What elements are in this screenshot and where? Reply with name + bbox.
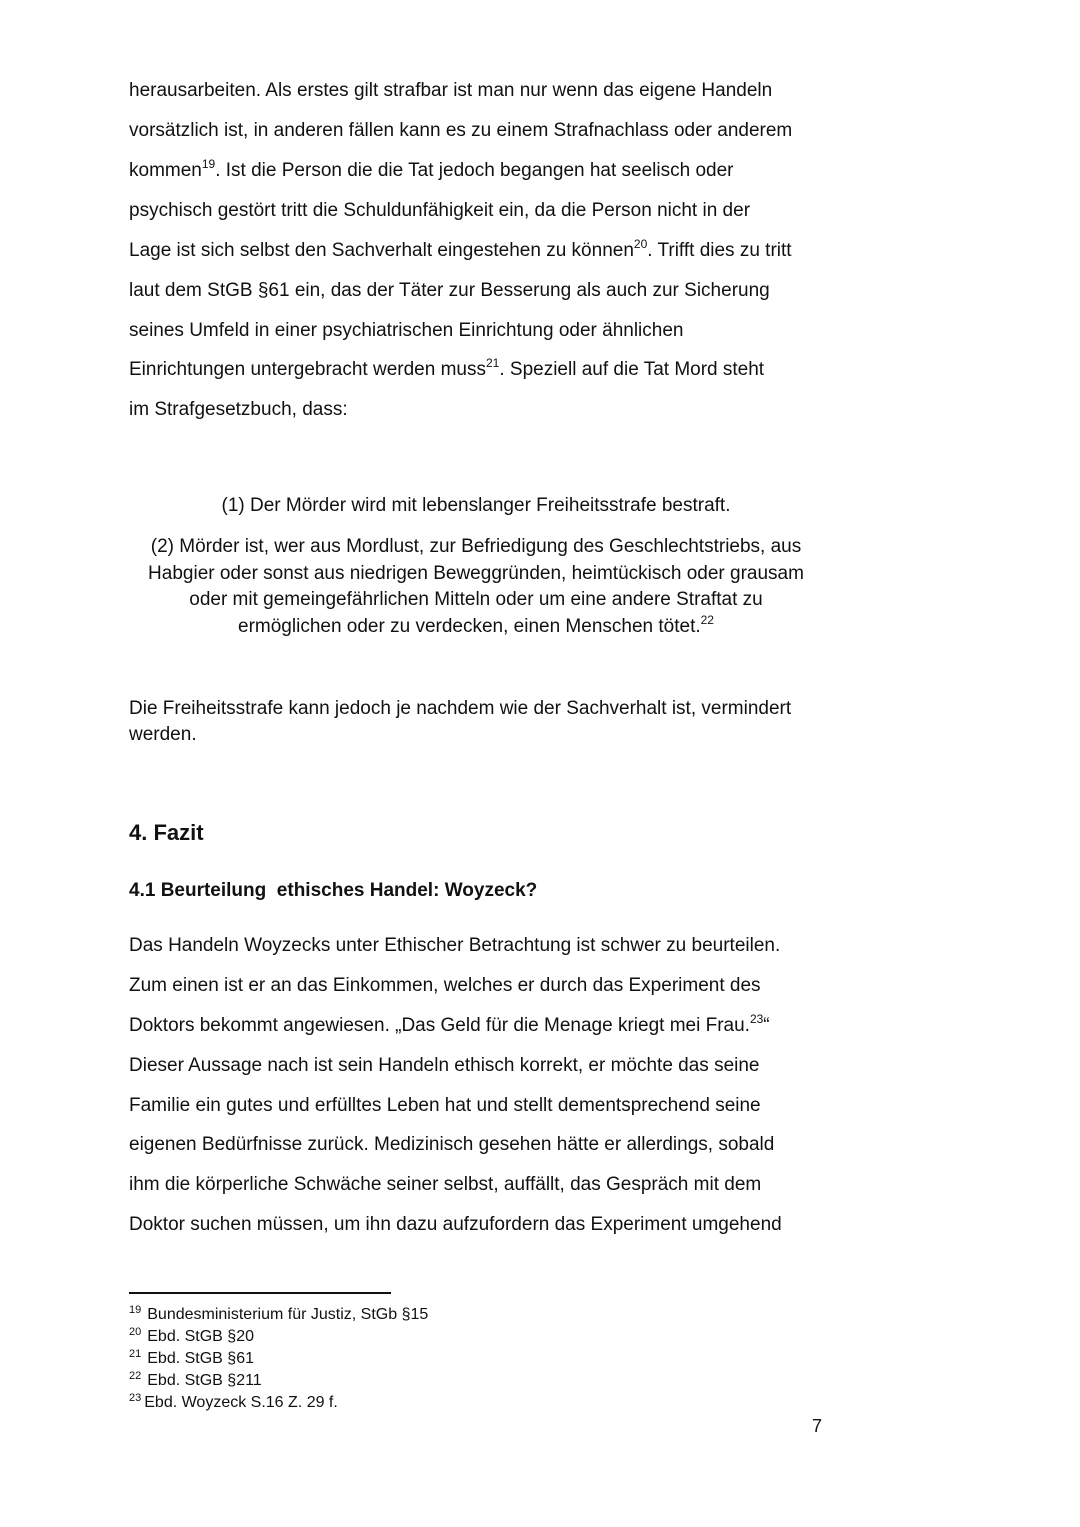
footnote-text: Ebd. StGB §20 (147, 1328, 254, 1345)
body-line: Familie ein gutes und erfülltes Leben hat und stellt dementsprechend seine (129, 1095, 761, 1116)
body-line: Dieser Aussage nach ist sein Handeln ethisch korrekt, er möchte das seine (129, 1055, 760, 1076)
subsection-heading: 4.1 Beurteilung ethisches Handel: Woyzeck? (129, 880, 538, 901)
footnote-text: Bundesministerium für Justiz, StGb §15 (147, 1306, 429, 1323)
body-line (129, 159, 734, 183)
body-line: vorsätzlich ist, in anderen fällen kann es zu einem Strafnachlass oder anderem (129, 120, 793, 141)
body-line (129, 1014, 770, 1038)
quote-line: Habgier oder sonst aus niedrigen Beweggründen, heimtückisch oder grausam (148, 563, 804, 584)
line-text: Lage ist sich selbst den Sachverhalt eingestehen zu können (129, 240, 634, 261)
body-line: ihm die körperliche Schwäche seiner selbst, auffällt, das Gespräch mit dem (129, 1174, 762, 1195)
body-line: im Strafgesetzbuch, dass: (129, 399, 348, 420)
line-text: Einrichtungen untergebracht werden muss (129, 359, 486, 380)
body-line: eigenen Bedürfnisse zurück. Medizinisch gesehen hätte er allerdings, sobald (129, 1134, 775, 1155)
quote-line: (2) Mörder ist, wer aus Mordlust, zur Befriedigung des Geschlechtstriebs, aus (150, 536, 802, 557)
body-line: laut dem StGB §61 ein, das der Täter zur Besserung als auch zur Sicherung (129, 280, 770, 301)
line-text: ermöglichen oder zu verdecken, einen Menschen tötet. (238, 616, 701, 637)
body-line: Zum einen ist er an das Einkommen, welches er durch das Experiment des (129, 975, 761, 996)
quote-line: oder mit gemeingefährlichen Mitteln oder um eine andere Straftat zu (189, 589, 763, 610)
body-line: seines Umfeld in einer psychiatrischen Einrichtung oder ähnlichen (129, 320, 684, 341)
footnote-text: Ebd. StGB §211 (147, 1372, 262, 1389)
line-text: “ (763, 1015, 770, 1036)
footnote-separator (129, 1292, 391, 1294)
body-line (129, 239, 792, 263)
body-line: herausarbeiten. Als erstes gilt strafbar ist man nur wenn das eigene Handeln (129, 80, 773, 101)
line-text: . Trifft dies zu tritt (647, 240, 792, 261)
footnote-ref[interactable]: 22 (700, 613, 714, 627)
body-line: werden. (129, 724, 197, 745)
line-text: . Ist die Person die die Tat jedoch begangen hat seelisch oder (215, 160, 734, 181)
body-line (129, 358, 764, 382)
section-heading: 4. Fazit (129, 820, 204, 845)
footnote: 21 Ebd. StGB §61 (129, 1348, 254, 1367)
footnote: 19 Bundesministerium für Justiz, StGb §15 (129, 1304, 429, 1323)
footnote: 20 Ebd. StGB §20 (129, 1326, 254, 1345)
body-line: Doktor suchen müssen, um ihn dazu aufzufordern das Experiment umgehend (129, 1214, 782, 1235)
body-line: Das Handeln Woyzecks unter Ethischer Betrachtung ist schwer zu beurteilen. (129, 935, 781, 956)
footnote-ref[interactable]: 20 (633, 237, 648, 251)
footnote-text: Ebd. Woyzeck S.16 Z. 29 f. (144, 1394, 338, 1411)
line-text: Doktors bekommt angewiesen. „Das Geld für die Menage kriegt mei Frau. (129, 1015, 750, 1036)
footnote: 22 Ebd. StGB §211 (129, 1370, 262, 1389)
page-number: 7 (812, 1416, 823, 1436)
footnote-text: Ebd. StGB §61 (147, 1350, 254, 1367)
quote-line: (1) Der Mörder wird mit lebenslanger Freiheitsstrafe bestraft. (221, 495, 731, 516)
line-text: . Speziell auf die Tat Mord steht (499, 359, 765, 380)
line-text: kommen (129, 160, 202, 181)
quote-line (129, 615, 823, 639)
footnote: 23 Ebd. Woyzeck S.16 Z. 29 f. (129, 1392, 338, 1411)
body-line: Die Freiheitsstrafe kann jedoch je nachdem wie der Sachverhalt ist, vermindert (129, 698, 792, 719)
footnote-ref[interactable]: 23 (749, 1012, 764, 1026)
footnote-ref[interactable]: 21 (485, 356, 500, 370)
footnote-ref[interactable]: 19 (201, 157, 216, 171)
body-line: psychisch gestört tritt die Schuldunfähigkeit ein, da die Person nicht in der (129, 200, 751, 221)
